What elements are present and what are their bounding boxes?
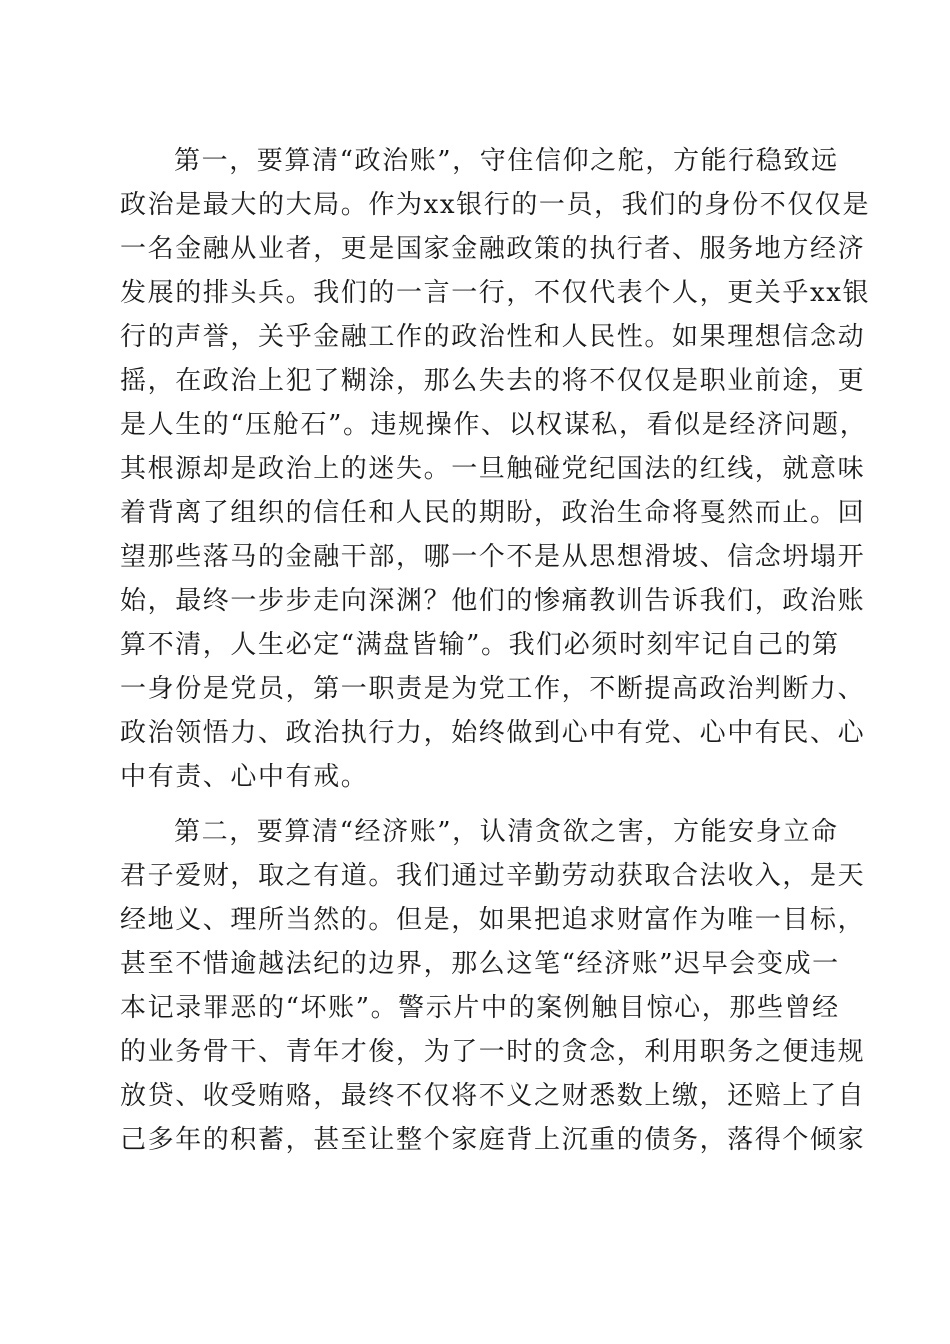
paragraph-line: 放贷、收受贿赂，最终不仅将不义之财悉数上缴，还赔上了自: [120, 1081, 866, 1111]
section-heading-2: 第二，要算清“经济账”，认清贪欲之害，方能安身立命: [174, 817, 839, 847]
paragraph-line: 君子爱财，取之有道。我们通过辛勤劳动获取合法收入，是天: [120, 861, 866, 891]
paragraph-line: 是人生的“压舱石”。违规操作、以权谋私，看似是经济问题，: [120, 410, 868, 440]
paragraph-line: 己多年的积蓄，甚至让整个家庭背上沉重的债务，落得个倾家: [120, 1125, 866, 1155]
paragraph-line: 行的声誉，关乎金融工作的政治性和人民性。如果理想信念动: [120, 322, 866, 352]
paragraph-line: 发展的排头兵。我们的一言一行，不仅代表个人，更关乎xx银: [120, 278, 871, 308]
paragraph-line: 其根源却是政治上的迷失。一旦触碰党纪国法的红线，就意味: [120, 454, 866, 484]
paragraph-line: 始，最终一步步走向深渊？他们的惨痛教训告诉我们，政治账: [120, 586, 866, 616]
section-heading-1: 第一，要算清“政治账”，守住信仰之舵，方能行稳致远: [174, 146, 839, 176]
paragraph-line: 政治领悟力、政治执行力，始终做到心中有党、心中有民、心: [120, 718, 866, 748]
paragraph-line: 本记录罪恶的“坏账”。警示片中的案例触目惊心，那些曾经: [120, 993, 840, 1023]
paragraph-line: 摇，在政治上犯了糊涂，那么失去的将不仅仅是职业前途，更: [120, 366, 866, 396]
paragraph-line: 经地义、理所当然的。但是，如果把追求财富作为唯一目标，: [120, 905, 866, 935]
paragraph-line: 一身份是党员，第一职责是为党工作，不断提高政治判断力、: [120, 674, 866, 704]
paragraph-line: 政治是最大的大局。作为xx银行的一员，我们的身份不仅仅是: [120, 190, 871, 220]
paragraph-line: 中有责、心中有戒。: [120, 762, 369, 792]
paragraph-line: 一名金融从业者，更是国家金融政策的执行者、服务地方经济: [120, 234, 866, 264]
paragraph-line: 甚至不惜逾越法纪的边界，那么这笔“经济账”迟早会变成一: [120, 949, 840, 979]
paragraph-line: 着背离了组织的信任和人民的期盼，政治生命将戛然而止。回: [120, 498, 866, 528]
paragraph-line: 的业务骨干、青年才俊，为了一时的贪念，利用职务之便违规: [120, 1037, 866, 1067]
paragraph-line: 算不清，人生必定“满盘皆输”。我们必须时刻牢记自己的第: [120, 630, 840, 660]
paragraph-line: 望那些落马的金融干部，哪一个不是从思想滑坡、信念坍塌开: [120, 542, 866, 572]
